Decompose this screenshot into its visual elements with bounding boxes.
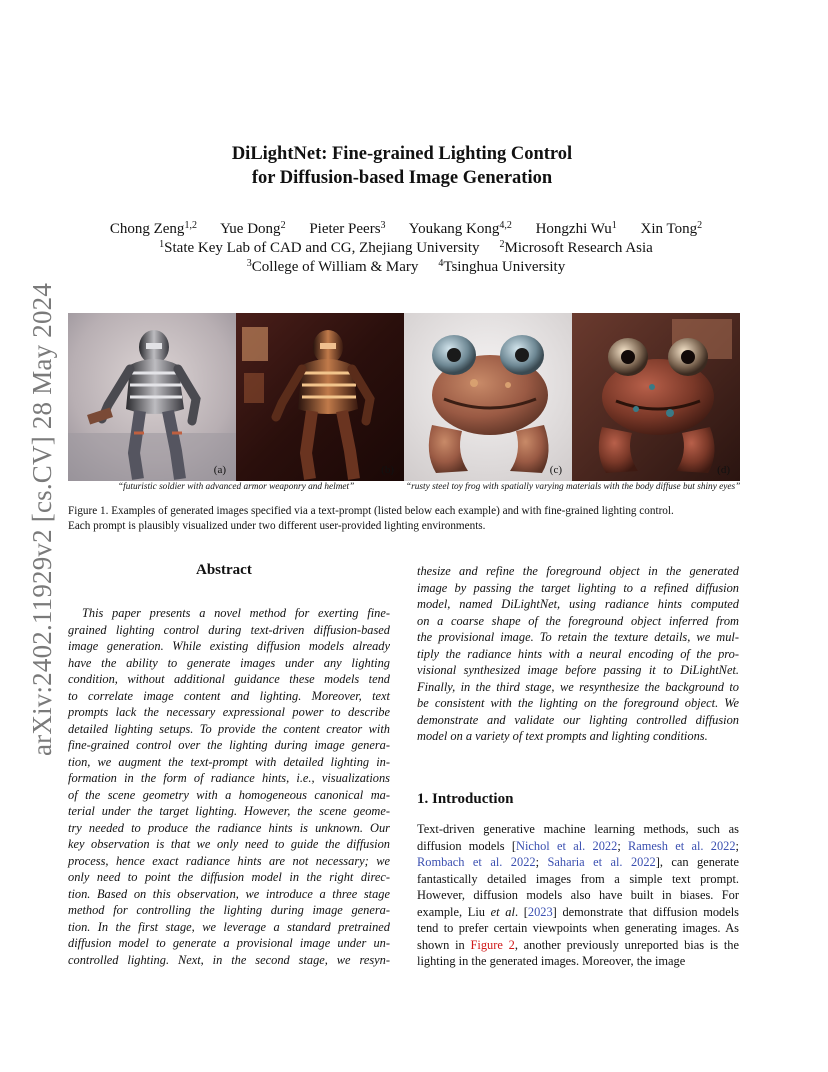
intro-text-italic: et al — [490, 904, 515, 919]
author-affiliation-marker: 3 — [380, 220, 386, 231]
author-name: Xin Tong — [640, 221, 698, 237]
text-line: try needed to produce the radiance hints is unknown. Our — [68, 820, 390, 835]
figure-panel-label: (a) — [213, 464, 226, 476]
introduction-paragraph — [417, 821, 739, 970]
affiliation-line-2 — [0, 258, 820, 277]
text-line: model on a variety of text prompts and lighting conditions. — [417, 729, 708, 743]
author-affiliation-marker: 1 — [611, 220, 617, 231]
affiliation-text: Microsoft Research Asia — [504, 240, 653, 256]
text-line: tion, we augment the text-prompt with detailed lighting in- — [68, 754, 390, 769]
affiliation-number: 4 — [438, 258, 444, 269]
text-line: visional synthesized image before passing it to DiLightNet. — [417, 663, 739, 677]
author-affiliation-marker: 2 — [280, 220, 286, 231]
introduction-heading: 1. Introduction — [417, 791, 514, 807]
intro-text: ] demonstrate that diffusion models tend to prefer certain viewpoints when generating images. As shown in — [417, 904, 739, 952]
text-line: be consistent with the lighting on the foreground object. We — [417, 696, 739, 710]
figure-panel-a-soldier-neutral-lighting — [68, 313, 236, 481]
author-name: Youkang Kong — [408, 221, 500, 237]
figure-panel-label: (d) — [717, 464, 730, 476]
author-affiliation-marker: 4,2 — [499, 220, 512, 231]
text-line: of the scene geometry with a homogeneous canonical ma- — [68, 787, 390, 802]
author-name: Chong Zeng — [109, 221, 185, 237]
text-line: the provisional image. To retain the texture details, we mul- — [417, 630, 739, 644]
text-line: prompts lack the necessary expressional power to describe — [68, 705, 390, 719]
intro-text: ], can generate fantastically detailed images from a simple text prompt. However, diffusion models also have built in biases. For example, Liu — [417, 855, 739, 919]
figure-panel-c-frog-neutral-lighting — [404, 313, 572, 481]
text-line: terial under the target lighting. However, the scene geome- — [68, 804, 390, 818]
figure-panel-label: (c) — [549, 464, 562, 476]
text-line: image by passing the target lighting to a refined diffusion — [417, 580, 739, 595]
figure-reference-link[interactable]: Figure 2 — [470, 937, 515, 952]
citation-link[interactable]: Nichol et al. 2022 — [516, 838, 618, 853]
author-affiliation-marker: 1,2 — [184, 220, 197, 231]
figure-caption-line: Figure 1. Examples of generated images specified via a text-prompt (listed below each example) and with fine-grained lighting control. — [68, 505, 674, 517]
text-line: diffusion model to generate a provisional image under un- — [68, 936, 390, 950]
author-name: Yue Dong — [220, 221, 281, 237]
figure-panel-d-frog-warm-lighting — [572, 313, 740, 481]
text-line: tion. In the first stage, we leverage a standard pretrained — [68, 919, 390, 934]
text-line: only need to point the diffusion model in the right direc- — [68, 870, 390, 884]
affiliation-number: 2 — [499, 239, 505, 250]
text-line: image generation. While existing diffusion models already — [68, 639, 390, 653]
text-line: have the ability to generate images under any lighting — [68, 655, 390, 670]
affiliation-text: Tsinghua University — [443, 259, 566, 275]
text-line: tiply the radiance hints with a neural encoding of the pro- — [417, 646, 739, 661]
intro-text: . [ — [514, 904, 528, 919]
text-line: This paper presents a novel method for exerting fine- — [82, 606, 390, 620]
text-line: on a coarse shape of the foreground object inferred from — [417, 613, 739, 628]
text-line: process, hence exact radiance hints are not necessary; we — [68, 853, 390, 868]
text-line: tion. Based on this observation, we introduce a three stage — [68, 886, 390, 901]
text-line: grained lighting control during text-driven diffusion-based — [68, 622, 390, 637]
text-line: controlled lighting. Next, in the second stage, we resyn- — [68, 952, 390, 967]
figure-caption-line: Each prompt is plausibly visualized under two different user-provided lighting environments. — [68, 520, 486, 532]
text-line: method for controlling the lighting during image genera- — [68, 903, 390, 917]
text-line: formation in the form of radiance hints, i.e., visualizations — [68, 771, 390, 785]
author-name: Pieter Peers — [309, 221, 381, 237]
text-line: thesize and refine the foreground object in the generated — [417, 564, 739, 578]
author-name: Hongzhi Wu — [535, 221, 612, 237]
figure-caption — [68, 504, 768, 534]
text-line: detailed lighting setups. To provide the content creator with — [68, 721, 390, 736]
affiliation-number: 3 — [246, 258, 252, 269]
citation-link[interactable]: Ramesh et al. 2022 — [628, 838, 736, 853]
text-line: to correlate image content and lighting. Moreover, text — [68, 688, 390, 703]
text-line: fine-grained control over the lighting during image genera- — [68, 738, 390, 752]
intro-text: ; — [535, 855, 548, 869]
affiliation-text: State Key Lab of CAD and CG, Zhejiang University — [164, 240, 480, 256]
figure-panel-b-soldier-warm-lighting — [236, 313, 404, 481]
figure-prompt-frog: “rusty steel toy frog with spatially varying materials with the body diffuse but shiny eyes” — [406, 482, 741, 492]
citation-link[interactable]: Rombach et al. 2022 — [417, 855, 536, 869]
citation-link[interactable]: 2023 — [527, 904, 553, 919]
citation-link[interactable]: Saharia et al. 2022 — [547, 855, 656, 869]
author-affiliation-marker: 2 — [697, 220, 703, 231]
abstract-right-column — [417, 563, 739, 745]
paper-title-line-2: for Diffusion-based Image Generation — [251, 168, 553, 188]
affiliation-line-1 — [0, 239, 820, 258]
figure-prompt-soldier: “futuristic soldier with advanced armor weaponry and helmet” — [118, 482, 355, 492]
intro-text: ; — [617, 838, 629, 853]
abstract-left-column — [68, 605, 390, 968]
intro-text: Text-driven generative machine learning methods, such as diffusion models [ — [417, 822, 739, 853]
figure-panel-label: (b) — [381, 464, 394, 476]
author-list — [0, 220, 820, 239]
abstract-heading: Abstract — [196, 562, 252, 578]
text-line: condition, without additional guidance these models tend — [68, 672, 390, 686]
intro-text: , another previously unreported bias is the lighting in the generated images. Moreover, the image — [417, 937, 739, 968]
text-line: Finally, in the third stage, we resynthesize the background to — [417, 679, 739, 694]
arxiv-identifier-stamp: arXiv:2402.11929v2 [cs.CV] 28 May 2024 — [27, 282, 57, 756]
affiliation-text: College of William & Mary — [251, 259, 419, 275]
text-line: model, named DiLightNet, using radiance hints computed — [417, 597, 739, 611]
paper-title-line-1: DiLightNet: Fine-grained Lighting Control — [231, 144, 573, 164]
text-line: demonstrate and validate our lighting controlled diffusion — [417, 712, 739, 727]
text-line: key observation is that we only need to guide the diffusion — [68, 837, 390, 851]
affiliation-number: 1 — [159, 239, 165, 250]
intro-text: ; — [735, 838, 739, 853]
